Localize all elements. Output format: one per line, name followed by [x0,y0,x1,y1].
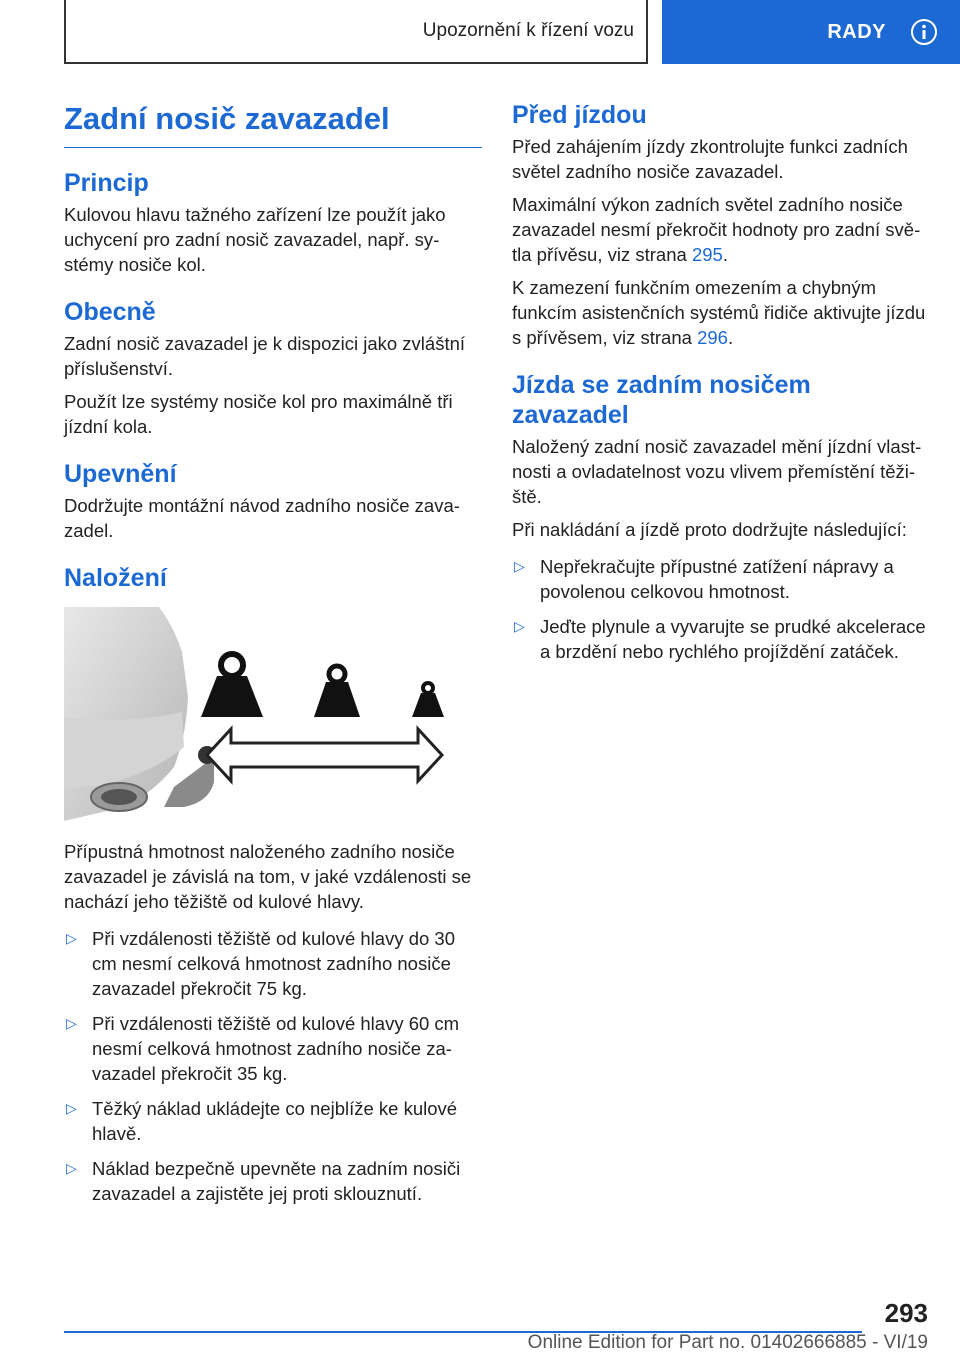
heading-upevneni: Upevnění [64,460,177,489]
header-section-box [64,0,648,64]
load-distance-illustration [64,607,482,821]
triangle-bullet-icon: ▷ [66,1015,77,1032]
list-item: ▷ Při vzdálenosti těžiště od kulové hlavy 60 cm nesmí celková hmotnost zadního nosiče zavazadel překročit 35 kg. [66,1013,460,1085]
paragraph: Maximální výkon zadních světel zadního nosiče zavazadel nesmí překročit hodnoty pro zadní světla přívěsu, viz strana 295. [512,194,921,265]
paragraph: Přípustná hmotnost naloženého zadního nosiče zavazadel je závislá na tom, v jaké vzdálenosti se nachází jeho těžiště od kulové hlavy. [64,841,472,913]
triangle-bullet-icon: ▷ [66,1100,77,1117]
paragraph: K zamezení funkčním omezením a chybným funkcím asistenčních systémů řidiče aktivujte jízdu s přívěsem, viz strana 296. [512,277,926,348]
list-item: ▷ Náklad bezpečně upevněte na zadním nosiči zavazadel a zajistěte jej proti sklouznutí. [66,1158,461,1205]
right-column [512,100,930,674]
paragraph: Použít lze systémy nosiče kol pro maximálně tři jízdní kola. [64,391,453,438]
list-item: ▷ Při vzdálenosti těžiště od kulové hlavy do 30 cm nesmí celková hmotnost zadního nosiče zavazadel překročit 75 kg. [66,928,456,1000]
left-column [64,100,482,1216]
heading-pred-jizdou: Před jízdou [512,101,647,129]
header-tab-rady[interactable] [662,0,960,64]
heading-nalozeni: Naložení [64,564,167,593]
page-link-296[interactable]: 296 [697,327,728,348]
paragraph: Při nakládání a jízdě proto dodržujte následující: [512,519,907,540]
triangle-bullet-icon: ▷ [514,558,525,574]
bullet-list [64,926,482,1206]
footer-edition: Online Edition for Part no. 01402666885 - VI/19 [527,1332,928,1353]
list-item: ▷ Těžký náklad ukládejte co nejblíže ke kulové hlavě. [66,1098,458,1145]
triangle-bullet-icon: ▷ [66,1160,77,1177]
paragraph: Naložený zadní nosič zavazadel mění jízdní vlastnosti a ovladatelnost vozu vlivem přemístění těžiště. [512,436,922,507]
page-link-295[interactable]: 295 [691,244,723,265]
paragraph: Kulovou hlavu tažného zařízení lze použít jako uchycení pro zadní nosič zavazadel, např. systémy nosiče kol. [64,204,446,276]
page-number: 293 [884,1298,928,1328]
triangle-bullet-icon: ▷ [66,930,77,947]
bullet-list [512,554,930,664]
header-section-title: Upozornění k řízení vozu [422,20,634,41]
paragraph: Zadní nosič zavazadel je k dispozici jako zvláštní příslušenství. [64,333,466,380]
heading-princip: Princip [64,169,149,198]
paragraph: Dodržujte montážní návod zadního nosiče zavazadel. [64,495,460,542]
header-tab-label: RADY [827,20,886,43]
triangle-bullet-icon: ▷ [514,618,525,634]
paragraph: Před zahájením jízdy zkontrolujte funkci zadních světel zadního nosiče zavazadel. [512,136,908,182]
list-item: ▷ Jeďte plynule a vyvarujte se prudké akcelerace a brzdění nebo rychlého projíždění zatáček. [514,616,926,662]
info-icon[interactable] [910,18,938,46]
list-item: ▷ Nepřekračujte přípustné zatížení nápravy a povolenou celkovou hmotnost. [514,556,894,602]
heading-obecne: Obecně [64,298,156,327]
page-title: Zadní nosič zavazadel [64,100,482,148]
heading-jizda-s-nosicem: Jízda se zadním nosičem zavazadel [512,371,811,429]
